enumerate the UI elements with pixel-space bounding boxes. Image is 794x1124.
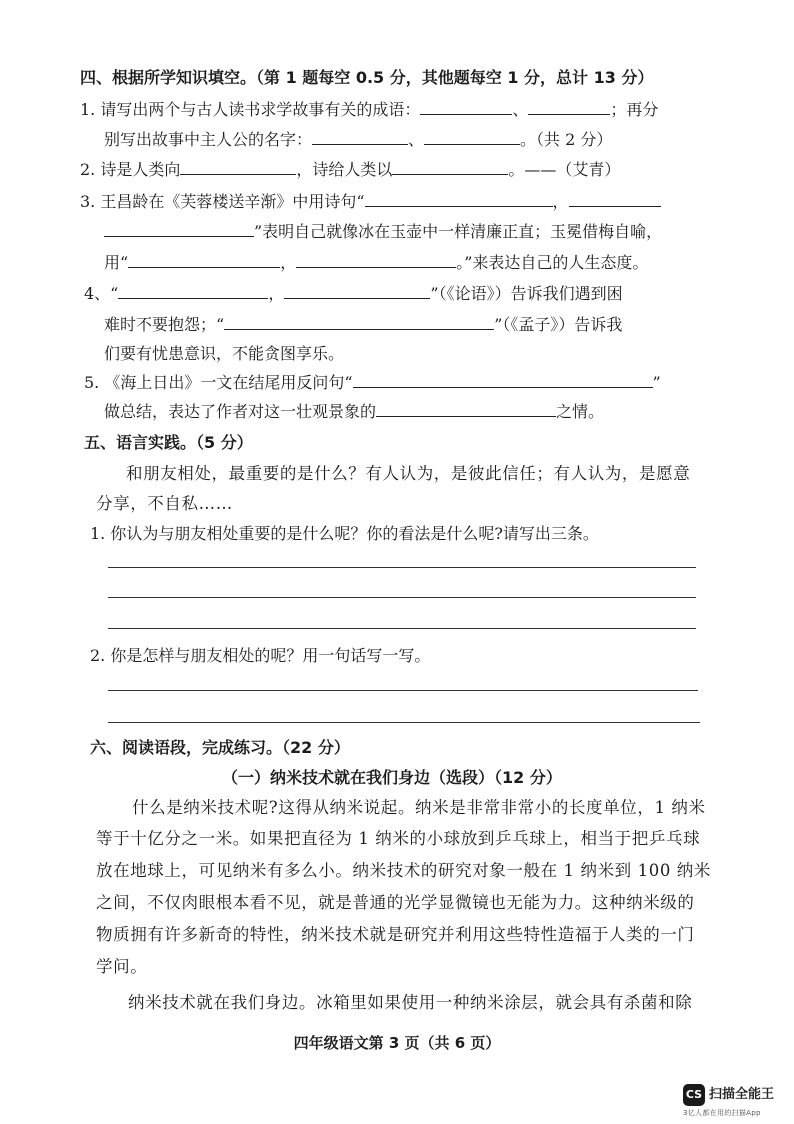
section6-heading: 六、阅读语段，完成练习。（22 分） [90, 738, 350, 757]
q4-line2 [104, 313, 622, 337]
q2-prompt: 2. 诗是人类向 [80, 160, 181, 179]
section5-intro-line1: 和朋友相处，最重要的是什么？有人认为，是彼此信任；有人认为，是愿意 [126, 464, 691, 483]
q5-line1 [84, 371, 661, 395]
q5-end: 之情。 [556, 402, 605, 421]
separator: 、 [408, 130, 425, 149]
q5-continue: 做总结，表达了作者对这一壮观景象的 [104, 402, 377, 421]
answer-line[interactable] [108, 722, 700, 723]
reading-p1-line6: 学问。 [96, 957, 148, 976]
answer-blank[interactable] [424, 128, 520, 145]
reading-p1-line3: 放在地球上，可见纳米有多么小。纳米技术的研究对象一般在 1 纳米到 100 纳米 [96, 861, 711, 880]
answer-line[interactable] [108, 690, 698, 691]
comma: ， [552, 192, 569, 211]
answer-blank[interactable] [376, 400, 556, 417]
comma: ， [280, 253, 297, 272]
camscanner-tagline: 3亿人都在用的扫描App [683, 1109, 761, 1117]
answer-blank[interactable] [365, 190, 553, 207]
answer-blank[interactable] [420, 98, 512, 115]
page-footer: 四年级语文第 3 页（共 6 页） [293, 1034, 501, 1052]
q1-continue: ；再分 [610, 100, 659, 119]
answer-blank[interactable] [180, 158, 296, 175]
reading-p1-line5: 物质拥有许多新奇的特性，纳米技术就是研究并利用这些特性造福于人类的一门 [96, 925, 695, 944]
q1-prompt-b: 别写出故事中主人公的名字： [104, 130, 313, 149]
answer-blank[interactable] [312, 128, 408, 145]
q3-use: 用“ [104, 253, 129, 272]
reading-subtitle: （一）纳米技术就在我们身边（选段）（12 分） [222, 768, 562, 787]
section5-intro-line2: 分享，不自私…… [96, 494, 233, 513]
section4-heading: 四、根据所学知识填空。（第 1 题每空 0.5 分，其他题每空 1 分，总计 13 分） [80, 68, 654, 87]
q3-prompt: 3. 王昌龄在《芙蓉楼送辛渐》中用诗句“ [80, 192, 365, 211]
section5-q2: 2. 你是怎样与朋友相处的呢？用一句话写一写。 [90, 646, 431, 665]
q1-line1 [80, 98, 658, 122]
reading-p2-line1: 纳米技术就在我们身边。冰箱里如果使用一种纳米涂层，就会具有杀菌和除 [128, 993, 693, 1012]
answer-blank[interactable] [284, 282, 430, 299]
reading-p1-line4: 之间，不仅肉眼根本看不见，就是普通的光学显微镜也无能为力。这种纳米级的 [96, 893, 695, 912]
camscanner-name: 扫描全能王 [709, 1087, 775, 1102]
q3-line2 [104, 220, 662, 244]
q2-source: 。——（艾青） [508, 160, 621, 179]
answer-blank[interactable] [392, 158, 508, 175]
q4-line3: 们要有忧患意识，不能贪图享乐。 [104, 344, 345, 363]
answer-blank[interactable] [296, 251, 456, 268]
answer-line[interactable] [108, 597, 696, 598]
answer-blank[interactable] [528, 98, 610, 115]
camscanner-logo-icon: CS [683, 1084, 705, 1106]
reading-p1-line1: 什么是纳米技术呢?这得从纳米说起。纳米是非常非常小的长度单位，1 纳米 [132, 798, 706, 817]
answer-blank[interactable] [118, 282, 268, 299]
section5-q1: 1. 你认为与朋友相处重要的是什么呢？你的看法是什么呢?请写出三条。 [90, 524, 599, 543]
answer-line[interactable] [108, 628, 696, 629]
q4-analects: ”（《论语》）告诉我们遇到困 [430, 284, 623, 303]
answer-blank[interactable] [104, 220, 254, 237]
separator: 、 [512, 100, 529, 119]
q4-line1 [84, 282, 623, 306]
q3-end: 。”来表达自己的人生态度。 [456, 253, 649, 272]
q3-line1 [80, 190, 661, 214]
section5-heading: 五、语言实践。（5 分） [84, 433, 253, 452]
q1-line2 [104, 128, 612, 152]
comma: ， [268, 284, 285, 303]
q4-prompt: 4、“ [84, 284, 119, 303]
q1-prompt: 1. 请写出两个与古人读书求学故事有关的成语： [80, 100, 421, 119]
reading-p1-line2: 等于十亿分之一米。如果把直径为 1 纳米的小球放到乒乓球上，相当于把乒乓球 [96, 829, 701, 848]
answer-blank[interactable] [128, 251, 280, 268]
q5-line2 [104, 400, 604, 424]
answer-blank[interactable] [353, 371, 653, 388]
q2-line [80, 158, 620, 182]
q3-line3 [104, 251, 648, 275]
answer-blank[interactable] [569, 190, 661, 207]
answer-line[interactable] [108, 567, 696, 568]
q4-mencius: ”（《孟子》）告诉我 [494, 315, 623, 334]
answer-blank[interactable] [224, 313, 494, 330]
q2-middle: ，诗给人类以 [296, 160, 393, 179]
q3-continue: ”表明自己就像冰在玉壶中一样清廉正直；玉冕借梅自喻， [254, 222, 663, 241]
q5-prompt: 5. 《海上日出》一文在结尾用反问句“ [84, 373, 353, 392]
q4-middle: 难时不要抱怨；“ [104, 315, 225, 334]
q1-points: 。（共 2 分） [520, 130, 613, 149]
quote-close: ” [652, 373, 661, 392]
